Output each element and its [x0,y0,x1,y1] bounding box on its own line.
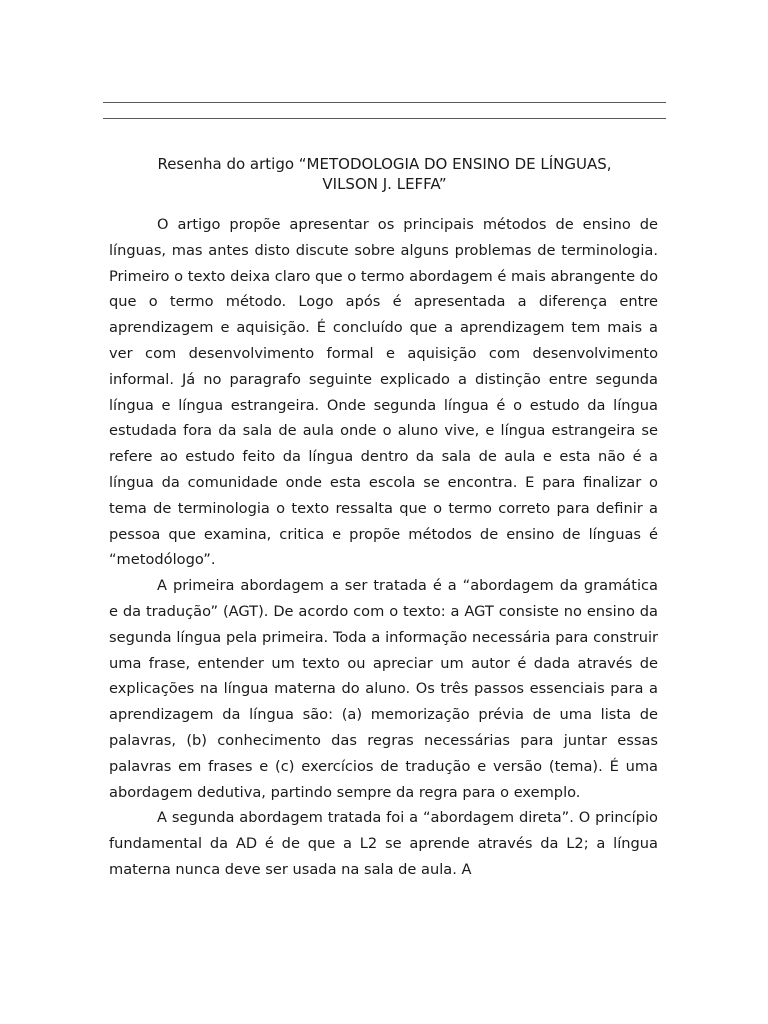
document-title [103,154,666,194]
paragraph-2: A primeira abordagem a ser tratada é a “abordagem da gramática e da tradução” (AGT). De acordo com o texto: a AGT consiste no ensino da segunda língua pela primeira. Toda a informação necessária para construir uma frase, entender um texto ou apreciar um autor é dada através de explicações na língua materna do aluno. Os três passos essenciais para a aprendizagem da língua são: (a) memorização prévia de uma lista de palavras, (b) conhecimento das regras necessárias para juntar essas palavras em frases e (c) exercícios de tradução e versão (tema). É uma abordagem dedutiva, partindo sempre da regra para o exemplo. [109,577,658,801]
title-line-2: VILSON J. LEFFA” [322,175,447,193]
header-rule-bottom [103,118,666,119]
title-line-1: Resenha do artigo “METODOLOGIA DO ENSINO DE LÍNGUAS, [157,155,612,173]
document-body [109,212,658,883]
header-rule-top [103,102,666,103]
paragraph-1: O artigo propõe apresentar os principais métodos de ensino de línguas, mas antes disto discute sobre alguns problemas de terminologia. Primeiro o texto deixa claro que o termo abordagem é mais abrangente do que o termo método. Logo após é apresentada a diferença entre aprendizagem e aquisição. É concluído que a aprendizagem tem mais a ver com desenvolvimento formal e aquisição com desenvolvimento informal. Já no paragrafo seguinte explicado a distinção entre segunda língua e língua estrangeira. Onde segunda língua é o estudo da língua estudada fora da sala de aula onde o aluno vive, e língua estrangeira se refere ao estudo feito da língua dentro da sala de aula e esta não é a língua da comunidade onde esta escola se encontra. E para finalizar o tema de terminologia o texto ressalta que o termo correto para definir a pessoa que examina, critica e propõe métodos de ensino de línguas é “metodólogo”. [109,216,658,569]
paragraph-3: A segunda abordagem tratada foi a “abordagem direta”. O princípio fundamental da AD é de que a L2 se aprende através da L2; a língua materna nunca deve ser usada na sala de aula. A [109,809,658,878]
